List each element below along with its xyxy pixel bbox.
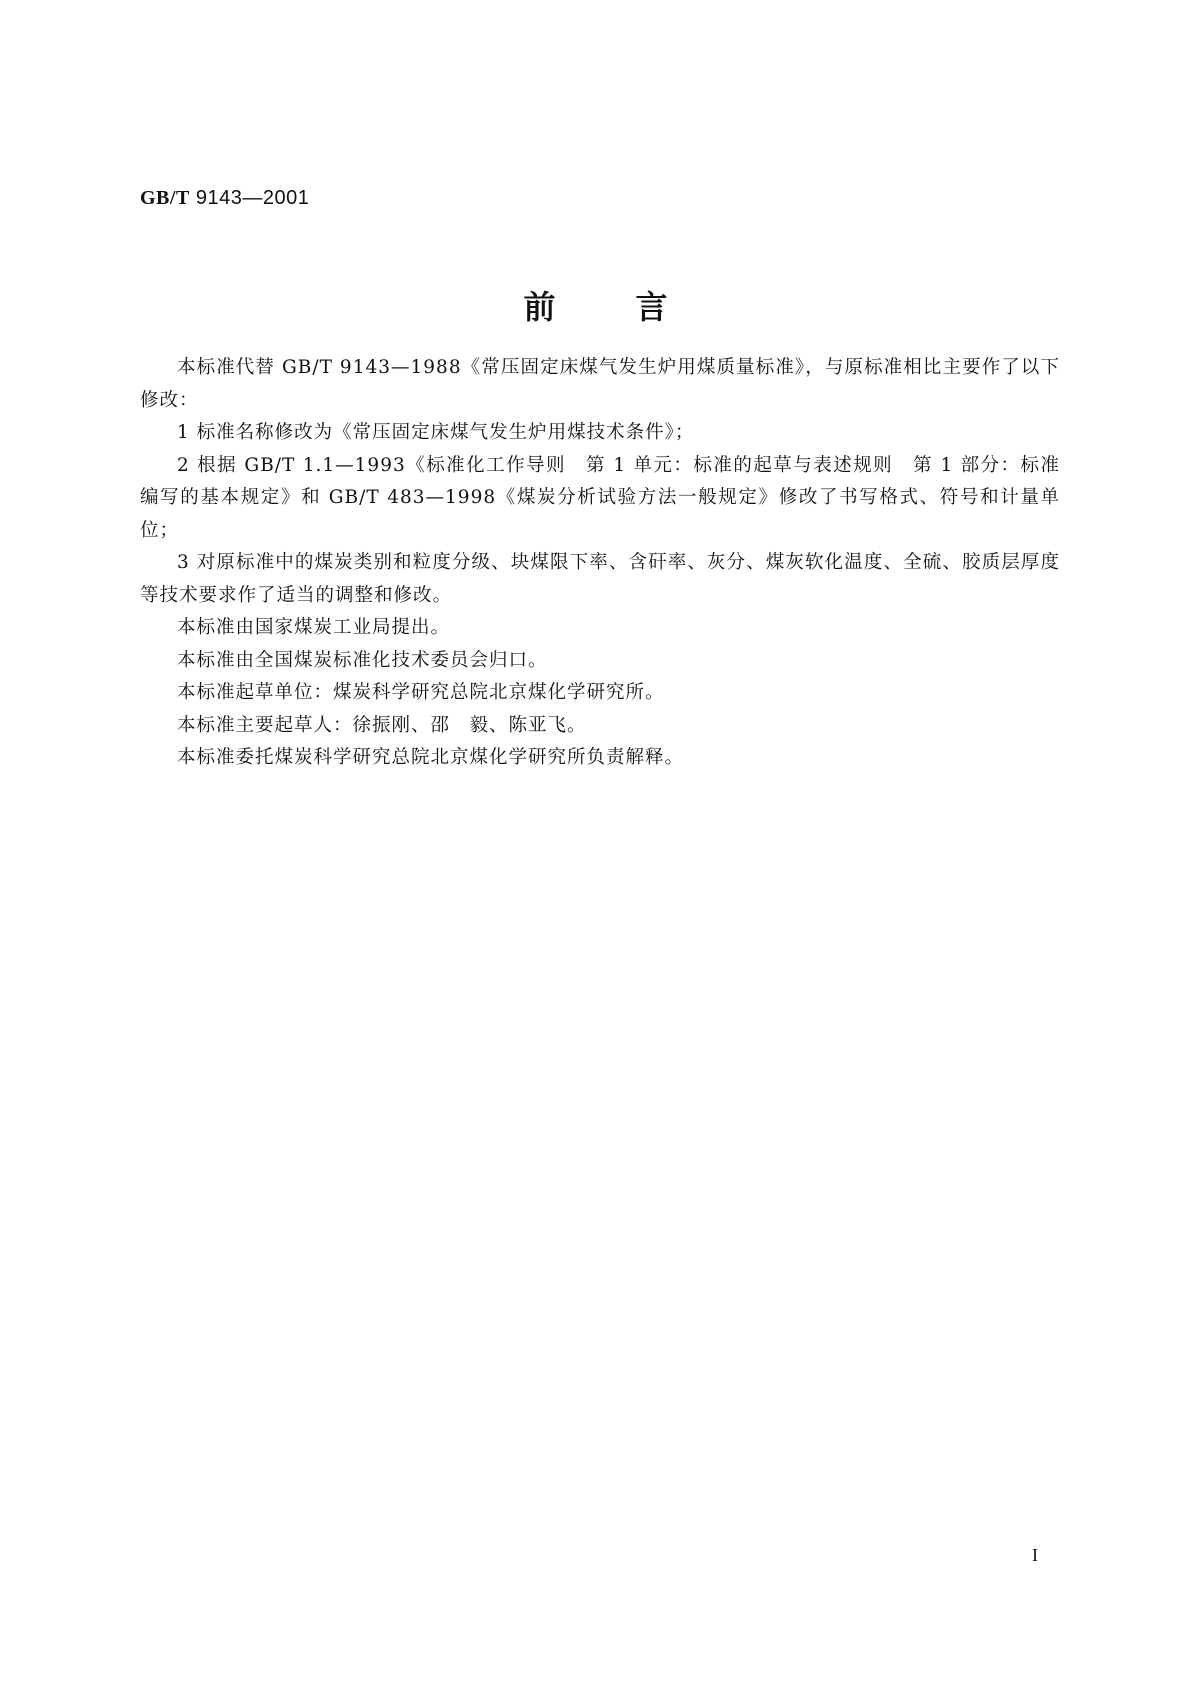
foreword-body — [140, 352, 1060, 775]
page-number: I — [1032, 1545, 1038, 1565]
paragraph-proposer: 本标准由国家煤炭工业局提出。 — [177, 617, 451, 638]
page-title: 前言 — [523, 288, 748, 326]
paragraph-drafters: 本标准主要起草人：徐振刚、邵 毅、陈亚飞。 — [177, 714, 587, 736]
paragraph-replacement: 本标准代替 GB/T 9143—1988《常压固定床煤气发生炉用煤质量标准》，与原标准相比主要作了以下修改： — [140, 357, 1060, 411]
paragraph-interpretation: 本标准委托煤炭科学研究总院北京煤化学研究所负责解释。 — [177, 747, 685, 768]
paragraph-drafting-unit: 本标准起草单位：煤炭科学研究总院北京煤化学研究所。 — [177, 682, 665, 703]
standard-code-prefix: GB/T — [140, 187, 190, 209]
standard-code-number: 9143—2001 — [195, 187, 310, 209]
paragraph-administrator: 本标准由全国煤炭标准化技术委员会归口。 — [177, 649, 548, 671]
paragraph-change-3: 3 对原标准中的煤炭类别和粒度分级、块煤限下率、含矸率、灰分、煤灰软化温度、全硫、胶质层厚度等技术要求作了适当的调整和修改。 — [140, 552, 1060, 606]
paragraph-change-1: 1 标准名称修改为《常压固定床煤气发生炉用煤技术条件》； — [177, 422, 695, 443]
standard-code — [140, 187, 309, 210]
paragraph-change-2: 2 根据 GB/T 1.1—1993《标准化工作导则 第 1 单元：标准的起草与表述规则 第 1 部分：标准编写的基本规定》和 GB/T 483—1998《煤炭分析试验方法一般规定》修改了书写格式、符号和计量单位； — [140, 454, 1060, 541]
